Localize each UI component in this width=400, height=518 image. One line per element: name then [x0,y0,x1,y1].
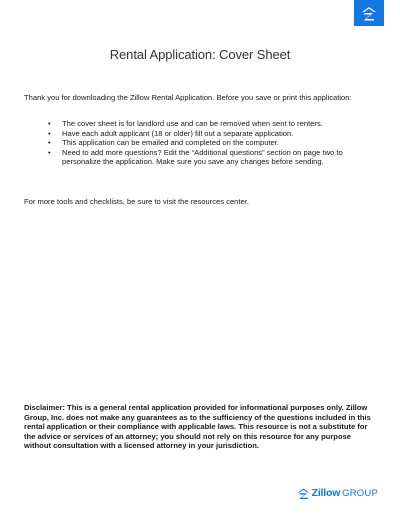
list-item-text: Have each adult applicant (18 or older) fill out a separate application. [62,128,294,138]
zillow-corner-logo [354,0,384,26]
footer-brand-text: Zillow [311,487,341,499]
bullet-icon: • [48,138,51,148]
resources-paragraph: For more tools and checklists, be sure to visit the resources center. [24,197,249,206]
list-item [40,119,375,129]
page-title: Rental Application: Cover Sheet [109,47,291,62]
bullet-icon: • [48,147,51,157]
zillow-z-icon [354,0,384,26]
list-item [40,148,375,167]
list-item-text: This application can be emailed and completed on the computer. [62,138,279,148]
zillow-group-logo [297,486,378,500]
list-item [40,129,375,139]
footer-group-text: GROUP [342,487,378,499]
bullet-icon: • [48,128,51,138]
intro-paragraph: Thank you for downloading the Zillow Rental Application. Before you save or print this application: [24,93,352,102]
bullet-icon: • [48,119,51,128]
list-item-text: Need to add more questions? Edit the “Additional questions” section on page two to personalize the application. Make sure you save any changes before sending. [62,147,343,167]
zillow-z-icon [297,487,310,500]
list-item-text: The cover sheet is for landlord use and can be removed when sent to renters. [62,119,323,128]
instructions-list [40,119,375,167]
list-item [40,138,375,148]
disclaimer-paragraph: Disclaimer: This is a general rental application provided for informational purposes only. Zillow Group, Inc. does not make any guarantees as to the sufficiency of the questions included in this rental application or their compliance with applicable laws. This resource is not a substitute for the advice or services of an attorney; you should not rely on this resource for any purpose without consultation with a licensed attorney in your jurisdiction. [24,403,371,451]
